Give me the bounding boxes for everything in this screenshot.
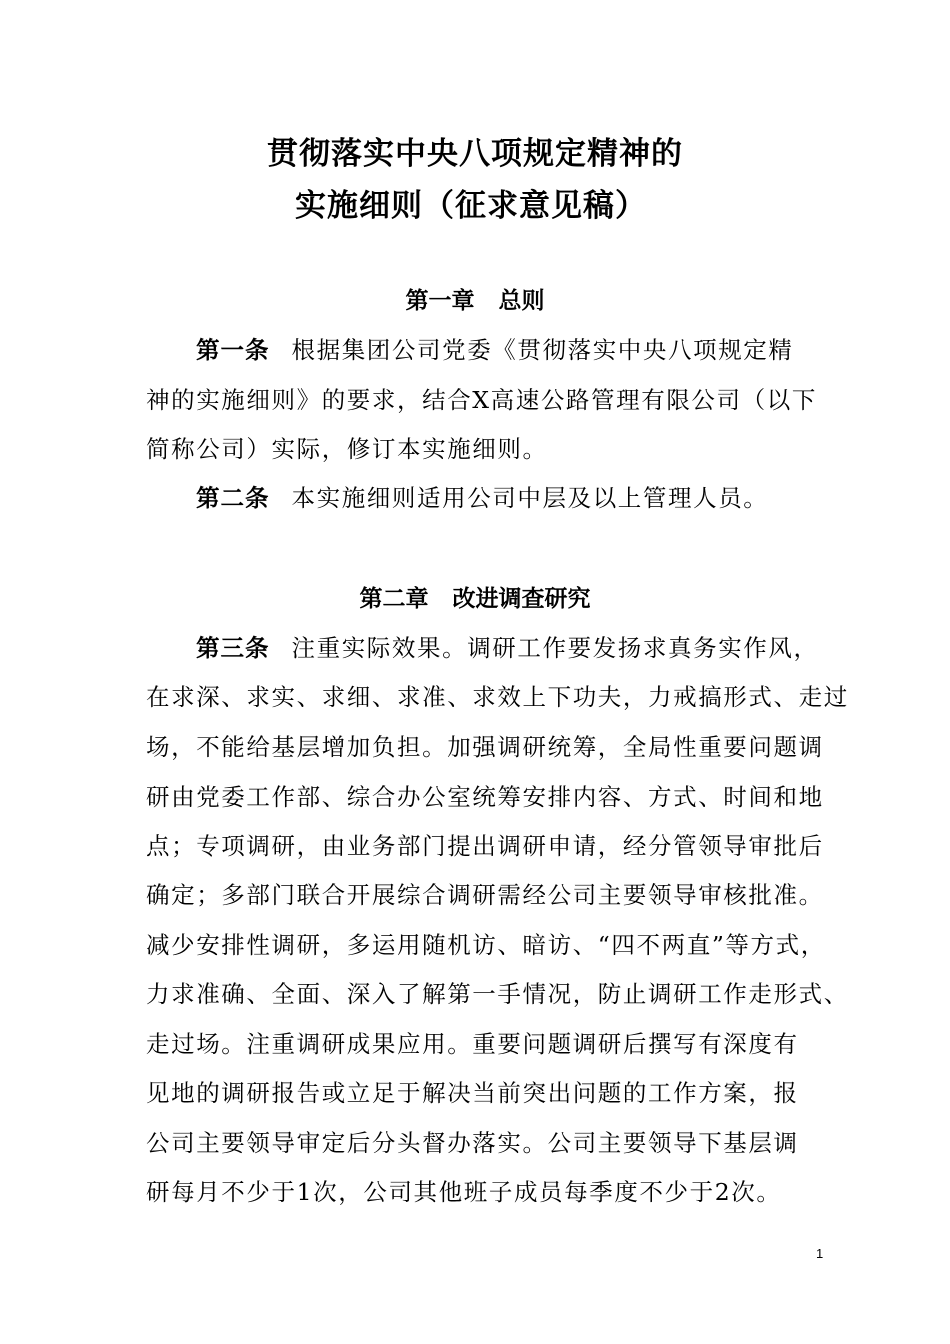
article-paragraph (196, 334, 794, 366)
chapter-heading (0, 282, 950, 315)
paragraph-line: 走过场。注重调研成果应用。重要问题调研后撰写有深度有 (146, 1030, 799, 1058)
paragraph-line: 确定；多部门联合开展综合调研需经公司主要领导审核批准。 (146, 881, 824, 909)
article-paragraph (196, 482, 768, 514)
paragraph-line: 场，不能给基层增加负担。加强调研统筹，全局性重要问题调 (146, 733, 824, 761)
paragraph-line: 本实施细则适用公司中层及以上管理人员。 (291, 484, 769, 512)
chapter-number: 第二章 (359, 586, 429, 612)
chapter-name: 总则 (498, 288, 545, 314)
paragraph-line: 神的实施细则》的要求，结合X高速公路管理有限公司（以下 (146, 386, 817, 414)
paragraph-line: 公司主要领导审定后分头督办落实。公司主要领导下基层调 (146, 1129, 799, 1157)
article-label: 第二条 (196, 484, 270, 512)
article-paragraph (196, 632, 819, 664)
chapter-heading (0, 580, 950, 613)
paragraph-line: 见地的调研报告或立足于解决当前突出问题的工作方案，报 (146, 1079, 799, 1107)
paragraph-line: 研每月不少于1次，公司其他班子成员每季度不少于2次。 (146, 1178, 782, 1206)
paragraph-line: 简称公司）实际，修订本实施细则。 (146, 435, 548, 463)
chapter-name: 改进调查研究 (452, 586, 591, 612)
paragraph-line: 根据集团公司党委《贯彻落实中央八项规定精 (291, 336, 794, 364)
paragraph-line: 注重实际效果。调研工作要发扬求真务实作风， (291, 634, 819, 662)
article-label: 第一条 (196, 336, 270, 364)
paragraph-line: 在求深、求实、求细、求准、求效上下功夫，力戒搞形式、走过 (146, 683, 849, 711)
document-title-line-2: 实施细则（征求意见稿） (295, 188, 647, 224)
page-number: 1 (816, 1246, 824, 1261)
article-label: 第三条 (196, 634, 270, 662)
paragraph-line: 力求准确、全面、深入了解第一手情况，防止调研工作走形式、 (146, 980, 849, 1008)
document-title-line-1: 贯彻落实中央八项规定精神的 (267, 136, 683, 172)
paragraph-line: 研由党委工作部、综合办公室统筹安排内容、方式、时间和地 (146, 783, 824, 811)
paragraph-line: 点；专项调研，由业务部门提出调研申请，经分管领导审批后 (146, 832, 824, 860)
chapter-number: 第一章 (405, 288, 475, 314)
paragraph-line: 减少安排性调研，多运用随机访、暗访、“四不两直”等方式， (146, 931, 826, 959)
